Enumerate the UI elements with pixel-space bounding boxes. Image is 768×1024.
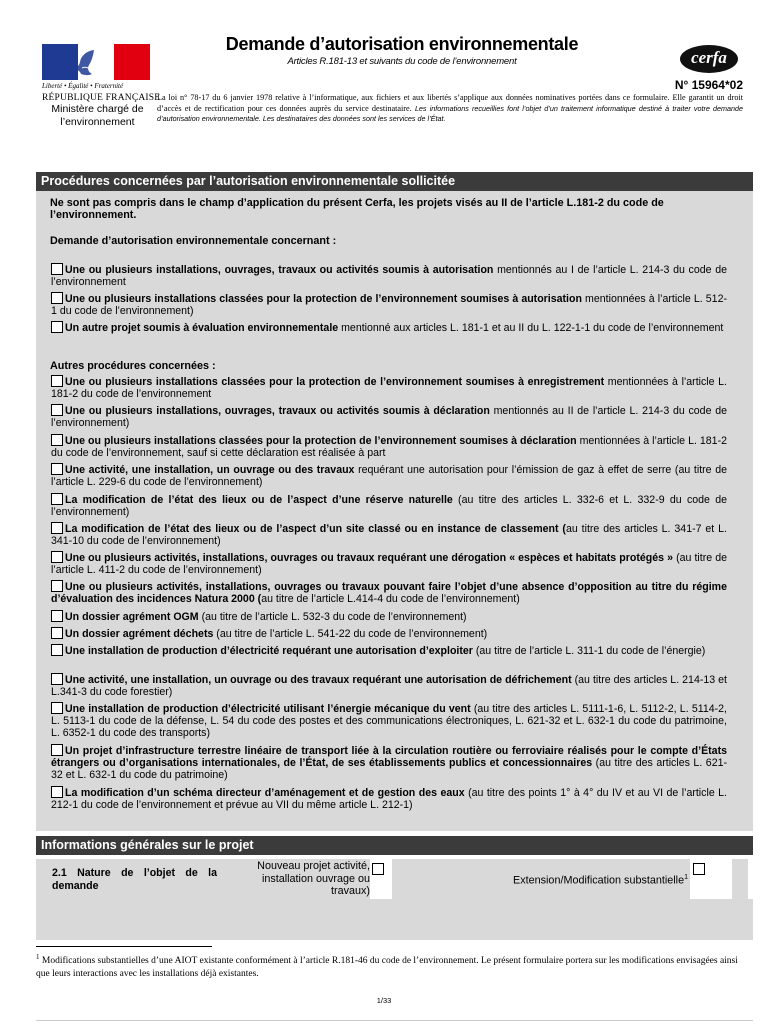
ministere: Ministère chargé de l’environnement <box>51 103 144 128</box>
procedure-item <box>51 627 727 641</box>
procedure-item <box>51 551 727 577</box>
procedure-item <box>51 673 727 699</box>
procedure-title: Une ou plusieurs installations classées pour la protection de l’environnement soumises à autorisation <box>65 293 582 305</box>
procedure-title: Une ou plusieurs installations, ouvrages, travaux ou activités soumis à autorisation <box>65 264 494 276</box>
procedure-item <box>51 321 727 335</box>
procedure-reference: mentionnées à l’article L. 181-2 du code de l’environnement, sauf si cette déclaration est réalisée à part <box>51 435 727 459</box>
procedure-item <box>51 702 727 739</box>
procedure-reference: (au titre des articles L. 5111-1-6, L. 5112-2, L. 5114-2, L. 5113-1 du code de la défense, L. 54 du code des postes et des communications électroniques, L. 621-32 et L. 632-1 du code du patrimoine, L. 6352-1 du code des transports) <box>51 703 727 739</box>
extension-footnote-ref: 1 <box>684 874 688 881</box>
footnote-separator <box>36 946 212 947</box>
procedure-title: Une ou plusieurs installations, ouvrages, travaux ou activités soumis à déclaration <box>65 405 490 417</box>
procedure-reference: mentionnés au II de l’article L. 214-3 du code de l’environnement) <box>51 405 727 429</box>
procedure-item <box>51 644 727 658</box>
procedure-item <box>51 263 727 289</box>
procedure-reference: au titre de l’article L.414-4 du code de l’environnement) <box>261 592 520 605</box>
procedure-item <box>51 522 727 548</box>
page-subtitle: Articles R.181-13 et suivants du code de l’environnement <box>287 56 517 67</box>
procedure-checkbox[interactable] <box>51 702 63 714</box>
procedure-checkbox[interactable] <box>51 493 63 505</box>
nature-label: 2.1 Nature de l’objet de la demande <box>52 867 217 892</box>
procedure-title: Une ou plusieurs installations classées pour la protection de l’environnement soumises à déclaration <box>65 435 577 447</box>
procedure-title: Une installation de production d’électricité utilisant l’énergie mécanique du vent <box>65 703 471 715</box>
procedure-item <box>51 744 727 781</box>
procedure-checkbox[interactable] <box>51 463 63 475</box>
procedure-item <box>51 493 727 519</box>
page-title: Demande d’autorisation environnementale <box>225 34 579 54</box>
procedure-checkbox[interactable] <box>51 551 63 563</box>
procedure-checkbox[interactable] <box>51 263 63 275</box>
procedure-reference: (au titre des points 1° à 4° du IV et au VI de l’article L. 212-1 du code de l’environnement et prévue au VII du même article L. 212-1) <box>51 787 728 811</box>
procedure-title: Une activité, une installation, un ouvrage ou des travaux requérant une autorisation de défrichement <box>65 674 572 686</box>
demande-label: Demande d’autorisation environnementale concernant : <box>50 235 337 247</box>
info-section-title: Informations générales sur le projet <box>36 836 753 855</box>
extension-checkbox[interactable] <box>693 863 705 875</box>
nouveau-projet-label: Nouveau projet activité, installation ouvrage ou travaux) <box>257 860 370 898</box>
footnote-number: 1 <box>36 953 40 961</box>
procedure-reference: (au titre de l’article L. 411-2 du code de l’environnement) <box>51 552 727 576</box>
extension-label: Extension/Modification substantielle$^1$ <box>513 874 688 887</box>
procedure-item <box>51 292 727 318</box>
procedure-title: Un dossier agrément déchets <box>65 628 214 640</box>
marianne-profile-icon <box>72 48 100 78</box>
procedure-item <box>51 580 727 606</box>
procedure-title: La modification de l’état des lieux ou de l’aspect d’une réserve naturelle <box>65 494 453 506</box>
footnote-text: Modifications substantielles d’une AIOT existante conformément à l’article R.181-46 du code de l’environnement. Le présent formulaire portera sur les modifications envisagées ainsi que leurs interactions avec les installations déjà existantes. <box>36 956 738 980</box>
cerfa-logo: cerfa <box>680 45 738 73</box>
procedure-reference: (au titre de l’article L. 541-22 du code de l’environnement) <box>213 628 488 640</box>
procedure-checkbox[interactable] <box>51 404 63 416</box>
procedures-section-title: Procédures concernées par l’autorisation environnementale sollicitée <box>36 172 753 191</box>
info-field-cell <box>748 859 753 899</box>
procedure-item <box>51 786 727 812</box>
procedure-reference: requérant une autorisation pour l’émission de gaz à effet de serre (au titre de l’article L. 229-6 du code de l’environnement) <box>51 464 727 488</box>
marianne-logo <box>42 44 150 80</box>
procedure-checkbox[interactable] <box>51 786 63 798</box>
procedure-title: Une activité, une installation, un ouvrage ou des travaux <box>65 464 355 476</box>
procedure-title: Une ou plusieurs activités, installations, ouvrages ou travaux requérant une dérogation « espèces et habitats protégés » <box>65 552 673 564</box>
procedure-title: Une ou plusieurs installations classées pour la protection de l’environnement soumises à enregistrement <box>65 376 605 388</box>
bottom-rule <box>36 1020 753 1021</box>
procedure-checkbox[interactable] <box>51 673 63 685</box>
procedure-title: Un autre projet soumis à évaluation environnementale <box>65 322 339 334</box>
procedure-reference: (au titre de l’article L. 311-1 du code de l’énergie) <box>472 645 706 657</box>
procedure-reference: (au titre de l’article L. 532-3 du code de l’environnement) <box>198 611 467 623</box>
procedure-reference: mentionnés au I de l’article L. 214-3 du code de l’environnement <box>51 264 727 288</box>
procedure-checkbox[interactable] <box>51 644 63 656</box>
info-field-divider <box>36 855 753 859</box>
nouveau-projet-checkbox[interactable] <box>372 863 384 875</box>
procedure-checkbox[interactable] <box>51 522 63 534</box>
procedure-title: Une installation de production d’électricité requérant une autorisation d’exploiter <box>65 645 473 657</box>
procedure-item <box>51 434 727 460</box>
procedure-title: Un projet d’infrastructure terrestre linéaire de transport liée à la circulation routière ou ferroviaire réalisés pour le compte d’États étrangers ou d’organisations internationales, de l’État, de ses établissements publics et concessionnaires <box>51 745 727 769</box>
procedure-checkbox[interactable] <box>51 375 63 387</box>
procedure-checkbox[interactable] <box>51 434 63 446</box>
loi-notice: La loi n° 78-17 du 6 janvier 1978 relative à l’informatique, aux fichiers et aux libertés s’applique aux données nominatives portées dans ce formulaire. Elle garantit un droit d’accès et de rectification pour ces données auprès du service destinataire. Les informations recueillies font l’objet d’un traitement informatique destiné à traiter votre demande d’autorisation environnementale. Les destinataires des données sont les services de l’État. <box>157 93 743 123</box>
procedure-reference: (au titre des articles L. 214-13 et L.341-3 du code forestier) <box>51 674 728 698</box>
procedure-reference: (au titre des articles L. 332-6 et L. 332-9 du code de l’environnement) <box>51 494 727 518</box>
procedure-checkbox[interactable] <box>51 610 63 622</box>
procedure-title: La modification d’un schéma directeur d’aménagement et de gestion des eaux <box>65 787 465 799</box>
page-number: 1/33 <box>376 996 392 1005</box>
procedure-checkbox[interactable] <box>51 580 63 592</box>
procedure-title: La modification de l’état des lieux ou de l’aspect d’un site classé ou en instance de classement ( <box>65 523 566 535</box>
procedure-title: Une ou plusieurs activités, installations, ouvrages ou travaux pouvant faire l’objet d’une absence d’opposition au titre du régime d’évaluation des incidences Natura 2000 ( <box>51 581 727 605</box>
procedure-title: Un dossier agrément OGM <box>65 611 199 623</box>
procedure-reference: mentionnées à l’article L. 181-2 du code de l’environnement <box>51 376 727 400</box>
loi-notice-italic: Les informations recueillies font l’objet d’un traitement informatique destiné à traiter votre demande d’autorisation environnementale. Les destinataires des données sont les services de l’État. <box>157 103 743 123</box>
devise: Liberté • Égalité • Fraternité <box>42 82 124 90</box>
procedure-item <box>51 375 727 401</box>
procedure-item <box>51 404 727 430</box>
procedures-intro: Ne sont pas compris dans le champ d’application du présent Cerfa, les projets visés au II de l’article L.181-2 du code de l’environnement. <box>50 197 664 221</box>
procedure-item <box>51 610 727 624</box>
republique-francaise: RÉPUBLIQUE FRANÇAISE <box>42 93 161 103</box>
autres-label: Autres procédures concernées : <box>50 360 216 372</box>
footnote <box>36 951 748 981</box>
procedure-reference: (au titre des articles L. 621-32 et L. 632-1 du code du patrimoine) <box>51 756 728 781</box>
procedure-reference: mentionné aux articles L. 181-1 et au II du L. 122-1-1 du code de l’environnement <box>338 322 724 334</box>
procedure-checkbox[interactable] <box>51 321 63 333</box>
procedure-checkbox[interactable] <box>51 744 63 756</box>
procedure-reference: au titre des articles L. 341-7 et L. 341-10 du code de l’environnement) <box>51 523 727 547</box>
procedure-item <box>51 463 727 489</box>
procedure-checkbox[interactable] <box>51 292 63 304</box>
cerfa-number: N° 15964*02 <box>674 78 743 92</box>
procedure-checkbox[interactable] <box>51 627 63 639</box>
procedure-reference: mentionnées à l’article L. 512-1 du code de l’environnement) <box>51 293 727 317</box>
